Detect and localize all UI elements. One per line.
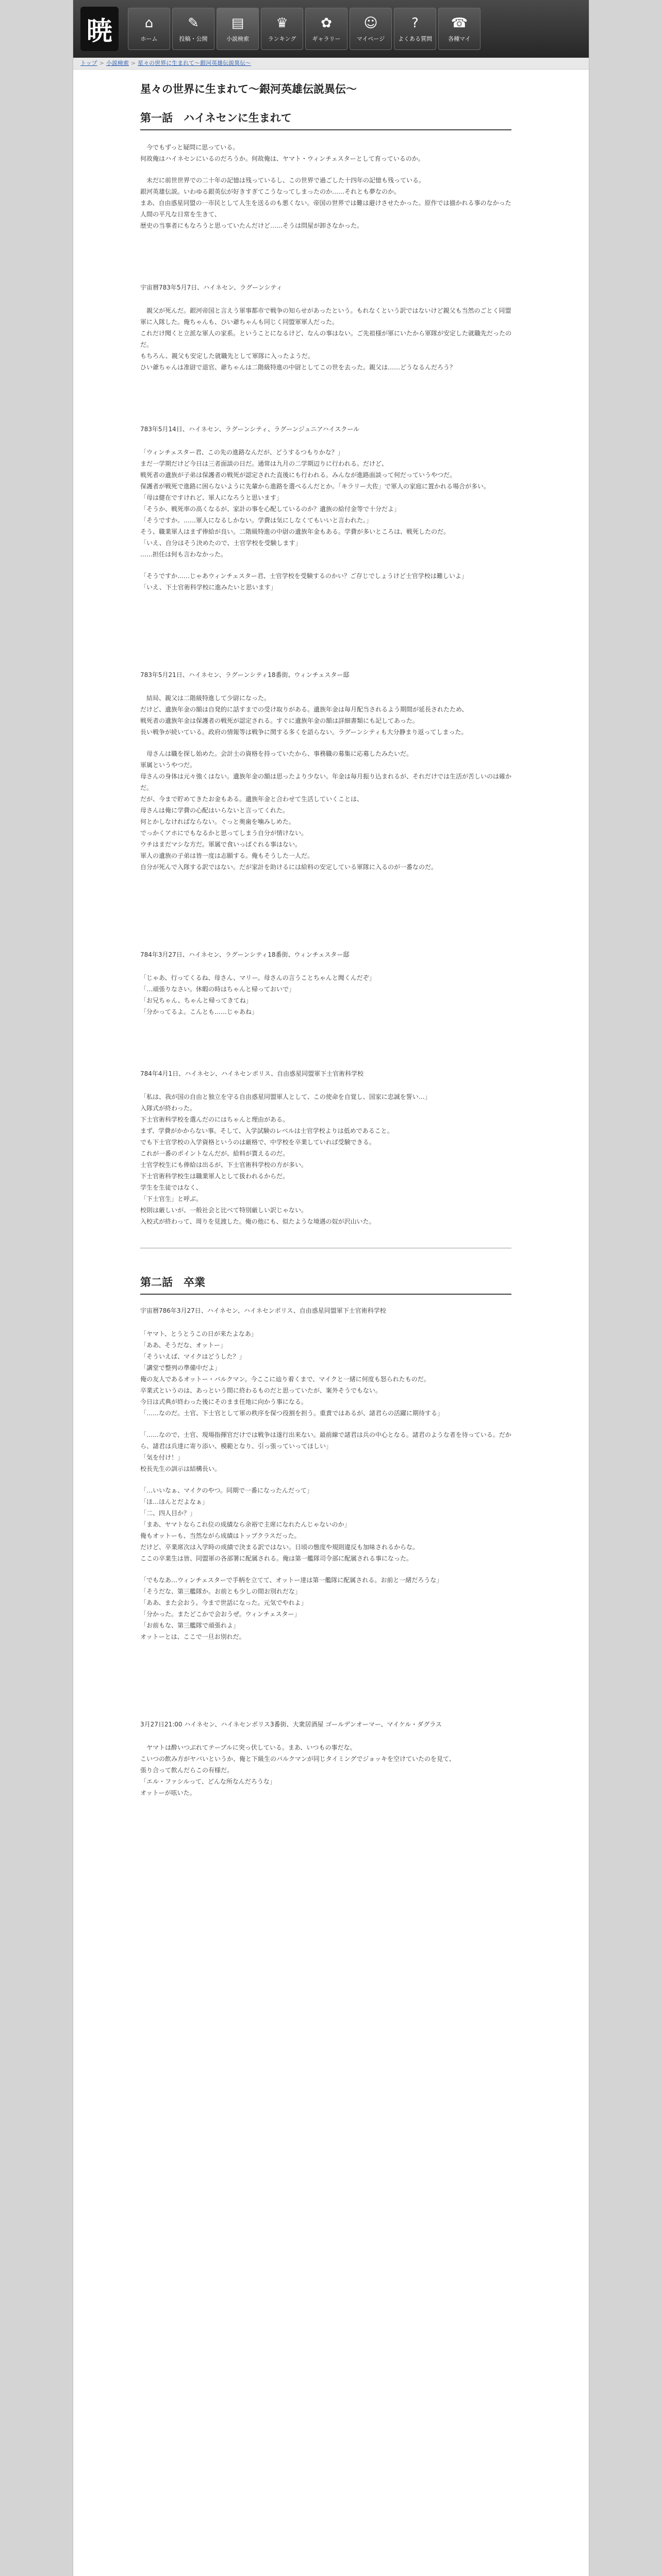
scene-heading: 784年3月27日、ハイネセン、ラグーンシティ18番街、ウィンチェスター邸 bbox=[140, 951, 350, 958]
nav-item-label: ランキング bbox=[268, 36, 296, 42]
story-paragraph: 親父が死んだ。銀河帝国と言えう軍事都市で戦争の知らせがあったという。もれなくという訳ではないけど親父も当然のごとく同盟軍に入隊した。俺ちゃんも、ひい爺ちゃんも同じく同盟軍軍人だった。 これだけ聞くと立派な軍人の家系。ということになるけど、なんの事はない。ご先祖様が軍にいたから軍隊が安定した就職先だったのだ。 もちろん、親父も安定した就職先として軍隊に入ったようだ。 ひい爺ちゃんは准尉で退官、爺ちゃんは二階級特進の中尉としてこの世を去った。親父は……どうなるんだろう？ bbox=[140, 307, 512, 371]
nav-item-label: 投稿・公開 bbox=[179, 36, 208, 42]
breadcrumb bbox=[73, 58, 589, 70]
nav-item-contact[interactable] bbox=[438, 8, 481, 50]
chapter-title: 第二話 卒業 bbox=[140, 1274, 511, 1295]
pencil-icon: ✎ bbox=[188, 15, 199, 31]
nav-item-faq[interactable] bbox=[394, 8, 436, 50]
nav-item-post[interactable] bbox=[172, 8, 214, 50]
nav-item-label: ホーム bbox=[140, 36, 158, 42]
scene-heading: 783年5月21日、ハイネセン、ラグーンシティ18番街、ウィンチェスター邸 bbox=[140, 671, 350, 679]
story-paragraph: 母さんは職を探し始めた。会計士の資格を持っていたから、事務職の募集に応募したみたいだ。 軍属というやつだ。 母さんの身体は元々強くはない。遺族年金の額は思ったより少ない。年金は毎月振り込まれるが、それだけでは生活が苦しいのは確かだ。 だが、今まで貯めてきたお金もある。遺族年金と合わせて生活していくことは、 母さんは俺に学費の心配はいらないと言ってくれた。 何とかしなければならない。ぐっと奥歯を噛みしめた。 でっかくアホにでもなるかと思ってしまう自分が情けない。 ウチはまだマシな方だ。軍属で食いっぱぐれる事はない。 軍人の遺族の子弟は皆一度は志願する。俺もそうした一人だ。 自分が死んで入隊する訳ではない。だが家計を助けるには給料の安定している軍隊に入るのが一番なのだ。 bbox=[140, 750, 512, 871]
nav-item-gallery[interactable] bbox=[305, 8, 347, 50]
chapter-title: 第一話 ハイネセンに生まれて bbox=[140, 110, 511, 130]
nav-item-label: よくある質問 bbox=[398, 36, 432, 42]
nav-item-label: 各種マイ bbox=[448, 36, 471, 42]
scene-heading: 宇宙暦786年3月27日、ハイネセン、ハイネセンポリス、自由惑星同盟軍下士官術科学校 bbox=[140, 1307, 386, 1314]
story-paragraph: 「ウィンチェスター君、この先の進路なんだが、どうするつもりかな？」 まだ一学期だけど今日は三者面談の日だ。通常は九月の二学期辺りに行われる。だけど、 戦死者の遺族が子弟は保護者の戦死が認定された直後にも行われる。みんなが進路面談って何だっていうやつだ。 保護者が戦死で進路に困らないように先輩から進路を選べるんだとか。「キラリー大佐」で軍人の家庭に置かれる場合が多い。 「母は健在ですけれど、軍人になろうと思います」 「そうか、戦死率の高くなるが、家計の事を心配しているのか？遺族の給付金等で十分だよ」 「そうですか。……軍人になるしかない。学費は気にしなくてもいいと言われた。」 そう、職業軍人はまず俸給が良い。二階級特進の中尉の遺族年金もある。学費が多いところは、戦死したのだ。 「いえ、自分はそう決めたので、士官学校を受験します」 ……担任は何も言わなかった。 bbox=[140, 449, 490, 558]
book-icon: ▤ bbox=[231, 15, 244, 31]
section-spacer bbox=[140, 603, 568, 670]
breadcrumb-link-novel[interactable]: 星々の世界に生まれて～銀河英雄伝説異伝～ bbox=[138, 60, 252, 66]
nav-item-label: マイページ bbox=[356, 36, 385, 42]
scene-heading: 宇宙暦783年5月7日、ハイネセン、ラグーンシティ bbox=[140, 284, 283, 291]
breadcrumb-separator: > bbox=[99, 60, 104, 66]
phone-icon: ☎ bbox=[451, 15, 468, 31]
breadcrumb-separator: > bbox=[130, 60, 136, 66]
story-paragraph: 未だに前世世界での二十年の記憶は残っているし、この世界で過ごした十四年の記憶も残っている。 銀河英雄伝説。いわゆる銀英伝が好きすぎてこうなってしまったのか……それとも夢なのか。 まあ、自由惑星同盟の一市民として人生を送るのも悪くない。帝国の世界では難は避けさせたかった。原作では描かれる事のなかった人間の平凡な日常を生きて、 歴史の当事者にもなろうと思っていたんだけど……そうは問屋が卸さなかった。 bbox=[140, 177, 511, 229]
flower-icon: ✿ bbox=[321, 15, 332, 31]
breadcrumb-link-top[interactable]: トップ bbox=[80, 60, 97, 66]
section-spacer bbox=[140, 1028, 568, 1069]
nav-item-ranking[interactable] bbox=[261, 8, 303, 50]
story-paragraph: 「そうですか……じゃあウィンチェスター君、士官学校を受験するのかい？ご存じでしょうけど士官学校は難しいよ」 「いえ、下士官術科学校に進みたいと思います」 bbox=[140, 572, 468, 591]
nav-item-home[interactable] bbox=[128, 8, 170, 50]
story-paragraph: ヤマトは酔いつぶれてテーブルに突っ伏している。まあ、いつもの事だな。 こいつの飲み方がヤバいというか、俺と下級生のバルクマンが同じタイミングでジョッキを空けていたのを見て、 張り合って飲んだらこの有様だ。 「エル・ファシルって、どんな所なんだろうな」 オットーが呟いた。 bbox=[140, 1744, 455, 1797]
crown-icon: ♛ bbox=[276, 15, 288, 31]
scene-heading: 3月27日21:00 ハイネセン、ハイネセンポリス3番街、大衆居酒屋 ゴールデンオーマー、マイケル・ダグラス bbox=[140, 1721, 442, 1728]
story-paragraph: 「私は、我が国の自由と独立を守る自由惑星同盟軍人として、この使命を自覚し、国家に忠誠を誓い…」 入隊式が終わった。 下士官術科学校を選んだのにはちゃんと理由がある。 まず、学費がかからない事。そして、入学試験のレベルは士官学校よりは低めであること。 でも下士官学校の入学資格というのは厳格で、中学校を卒業していれば受験できる。 これが一番のポイントなんだが、給料が貰えるのだ。 士官学校生にも俸給は出るが、下士官術科学校の方が多い。 下士官術科学校生は職業軍人として扱われるからだ。 学生を生徒ではなく、 「下士官生」と呼ぶ。 校則は厳しいが、一般社会と比べて特別厳しい訳じゃない。 入校式が終わって、周りを見渡した。俺の他にも、似たような境遇の奴が沢山いた。 bbox=[140, 1093, 431, 1225]
site-header bbox=[73, 0, 589, 58]
global-nav bbox=[128, 8, 481, 50]
novel-content bbox=[73, 70, 589, 1799]
question-icon: ? bbox=[411, 15, 419, 31]
nav-item-label: 小説検索 bbox=[226, 36, 249, 42]
nav-item-label: ギャラリー bbox=[312, 36, 341, 42]
chapter-list bbox=[140, 110, 568, 1799]
user-icon: ☺ bbox=[363, 15, 378, 31]
story-paragraph: 「でもなあ…ウィンチェスターで手柄を立てて、オットー達は第一艦隊に配属される。お前と一緒だろうな」 「そうだな、第三艦隊か。お前とも少しの間お別れだな」 「ああ、また会おう。今まで世話になった。元気でやれよ」 「分かった。またどこかで会おうぜ。ウィンチェスター」 「お前もな、第三艦隊で頑張れよ」 オットーとは、ここで一旦お別れだ。 bbox=[140, 1577, 443, 1640]
home-icon: ⌂ bbox=[144, 15, 154, 31]
section-spacer bbox=[140, 383, 568, 425]
section-spacer bbox=[140, 1653, 568, 1720]
nav-item-mypage[interactable] bbox=[350, 8, 392, 50]
story-paragraph: 「……なので、士官、現場指揮官だけでは戦争は遂行出来ない。最前線で諸君は兵の中心となる。諸君のような者を待っている。だから、諸君は兵達に寄り添い、模範となり、引っ張っていってほしい」 「気を付け！」 校長先生の訓示は結構長い。 bbox=[140, 1431, 511, 1472]
site-logo[interactable]: 暁 bbox=[80, 7, 119, 51]
story-paragraph: 「…いいなぁ、マイクのやつ。同期で一番になったんだって」 「ほ…ほんとだよなぁ」 「二、四人目か？」 「まあ、ヤマトならこれ位の成績なら余裕で主席になれたんじゃないのか」 俺もオットーも、当然ながら成績はトップクラスだった。 だけど、卒業席次は入学時の成績で決まる訳ではない。日頃の態度や規則違反も加味されるからな。 ここの卒業生は皆、同盟軍の各部署に配属される。俺は第一艦隊司令部に配属される事になった。 bbox=[140, 1487, 419, 1562]
scene-heading: 784年4月1日、ハイネセン、ハイネセンポリス、自由惑星同盟軍下士官術科学校 bbox=[140, 1070, 364, 1077]
nav-item-novel-search[interactable] bbox=[217, 8, 259, 50]
scene-heading: 783年5月14日、ハイネセン、ラグーンシティ、ラグーンジュニアハイスクール bbox=[140, 426, 360, 433]
story-paragraph: 結局、親父は二階級特進して少尉になった。 だけど、遺族年金の額は自発的に話すまでの受け取りがある。遺族年金は毎月配当されるよう期間が延長されたため、 戦死者の遺族年金は保護者の戦死が認定される。すぐに遺族年金の額は詳細書類にも記してあった。 長い戦争が続いている。政府の情報等は戦争に関する多くを語らない。ラグーンシティも大分静まり返ってしまった。 bbox=[140, 694, 468, 736]
section-spacer bbox=[140, 883, 568, 950]
story-paragraph: 「ヤマト、とうとうこの日が来たよなあ」 「ああ、そうだな、オットー」 「そういえば、マイクはどうした？」 「講堂で整列の準備中だよ」 俺の友人であるオットー・バルクマン。今ここに辿り着くまで、マイクと一緒に何度も怒られたものだ。 卒業式というのは、あっという間に終わるものだと思っていたが、案外そうでもない。 今日は式典が終わった後にそのまま任地に向かう事になる。 「……なのだ。士官、下士官として軍の秩序を保つ役割を担う。重責ではあるが、諸君らの活躍に期待する」 bbox=[140, 1330, 444, 1417]
section-spacer bbox=[140, 242, 568, 283]
story-paragraph: 「じゃあ、行ってくるね、母さん、マリー。母さんの言うことちゃんと聞くんだぞ」 「…頑張りなさい。休暇の時はちゃんと帰っておいで」 「お兄ちゃん、ちゃんと帰ってきてね」 「分かってるよ。こんとも……じゃあね」 bbox=[140, 974, 375, 1015]
page bbox=[73, 0, 589, 2576]
story-paragraph: 今でもずっと疑問に思っている。 何故俺はハイネセンにいるのだろうか。何故俺は、ヤマト・ウィンチェスターとして育っているのか。 bbox=[140, 144, 424, 162]
novel-title: 星々の世界に生まれて～銀河英雄伝説異伝～ bbox=[140, 83, 357, 95]
breadcrumb-link-search[interactable]: 小説検索 bbox=[106, 60, 129, 66]
